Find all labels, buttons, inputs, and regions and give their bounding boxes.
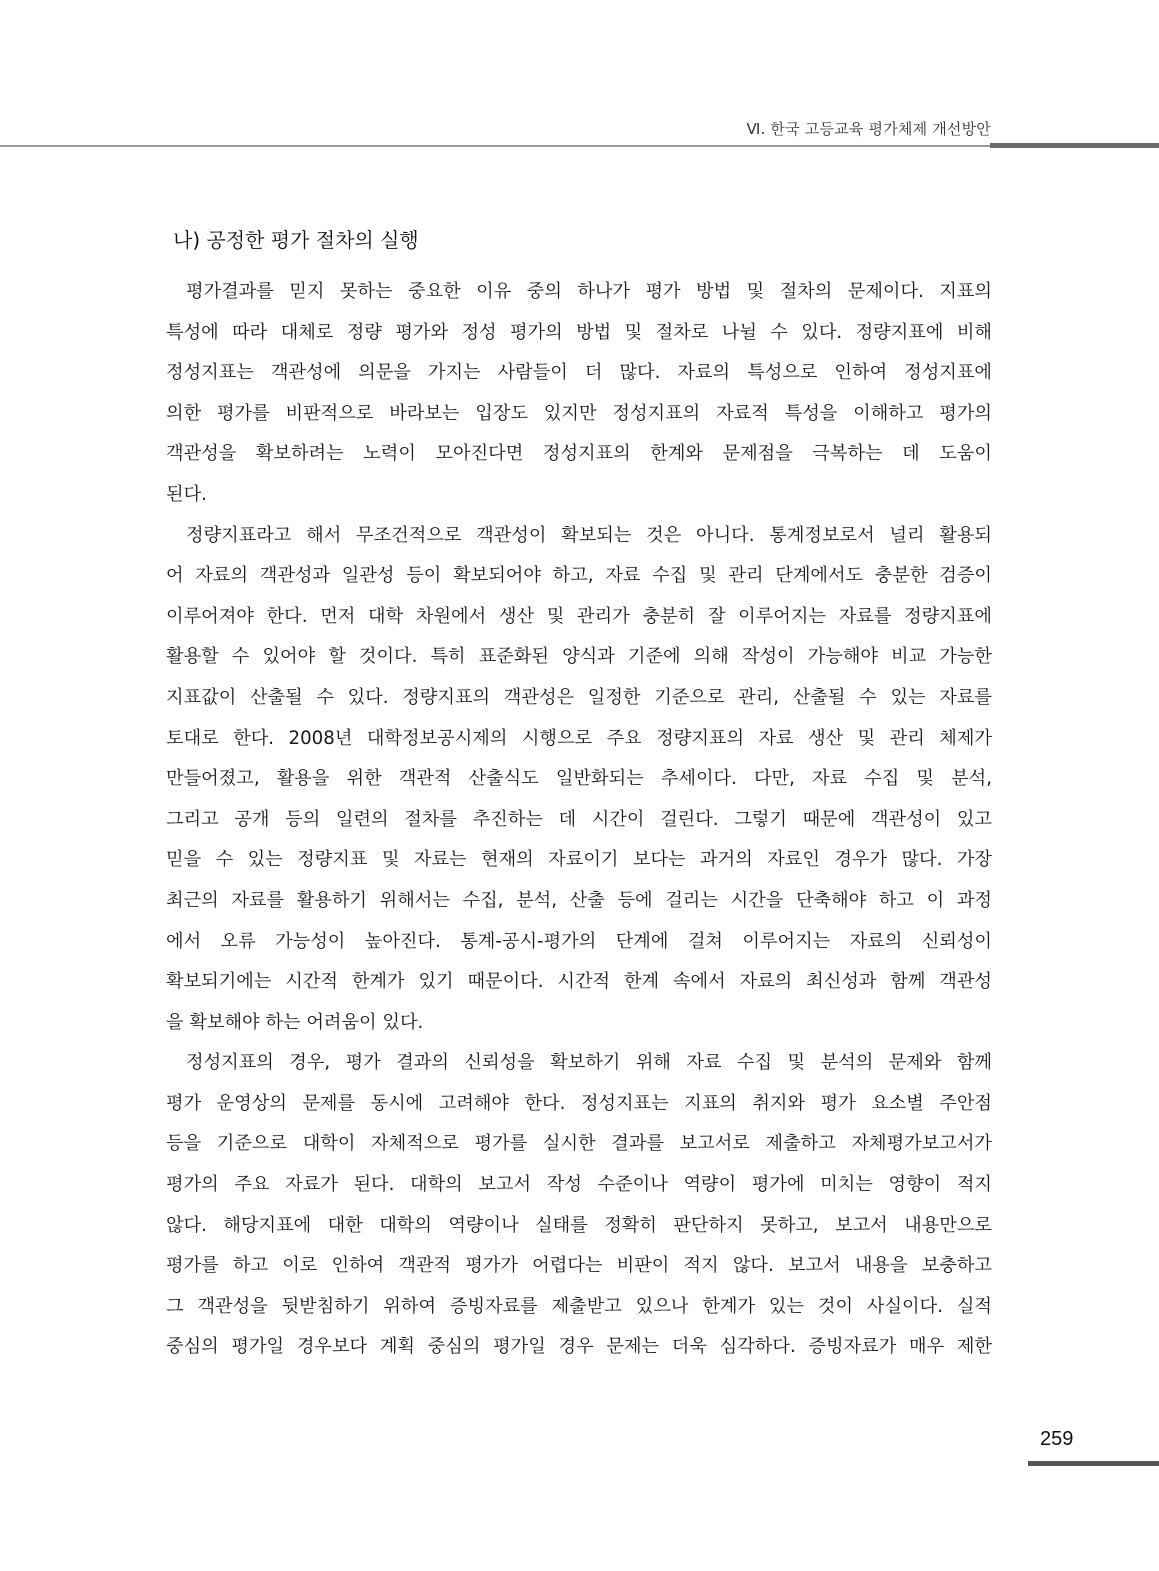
text-line: 평가결과를 믿지 못하는 중요한 이유 중의 하나가 평가 방법 및 절차의 문제이다. 지표의 (186, 281, 992, 302)
header-divider (0, 145, 1159, 147)
text-line: 특성에 따라 대체로 정량 평가와 정성 평가의 방법 및 절차로 나뉠 수 있다. 정량지표에 비해 (166, 321, 992, 343)
text-line: 그 객관성을 뒷받침하기 위하여 증빙자료를 제출받고 있으나 한계가 있는 것이 사실이다. 실적 (166, 1295, 992, 1317)
text-line: 토대로 한다. 2008년 대학정보공시제의 시행으로 주요 정량지표의 자료 생산 및 관리 체제가 (166, 727, 992, 749)
text-line: 의한 평가를 비판적으로 바라보는 입장도 있지만 정성지표의 자료적 특성을 이해하고 평가의 (166, 402, 992, 424)
text-line: 믿을 수 있는 정량지표 및 자료는 현재의 자료이기 보다는 과거의 자료인 경우가 많다. 가장 (166, 849, 992, 871)
text-line: 최근의 자료를 활용하기 위해서는 수집, 분석, 산출 등에 걸리는 시간을 단축해야 하고 이 과정 (166, 889, 992, 911)
footer-divider (1028, 1461, 1159, 1466)
header-divider-accent (990, 143, 1159, 148)
text-line: 정량지표라고 해서 무조건적으로 객관성이 확보되는 것은 아니다. 통계정보로서 널리 활용되 (186, 524, 992, 546)
page-number: 259 (1040, 1428, 1074, 1450)
text-line: 평가의 주요 자료가 된다. 대학의 보고서 작성 수준이나 역량이 평가에 미치는 영향이 적지 (166, 1174, 992, 1196)
text-line: 에서 오류 가능성이 높아진다. 통계-공시-평가의 단계에 걸쳐 이루어지는 자료의 신뢰성이 (166, 930, 992, 952)
running-header-title: Ⅵ. 한국 고등교육 평가체제 개선방안 (746, 120, 991, 138)
text-line: 평가 운영상의 문제를 동시에 고려해야 한다. 정성지표는 지표의 취지와 평가 요소별 주안점 (166, 1092, 992, 1114)
text-line: 등을 기준으로 대학이 자체적으로 평가를 실시한 결과를 보고서로 제출하고 자체평가보고서가 (166, 1133, 992, 1155)
text-line: 만들어졌고, 활용을 위한 객관적 산출식도 일반화되는 추세이다. 다만, 자료 수집 및 분석, (166, 768, 992, 790)
text-line: 된다. (166, 483, 207, 505)
text-line: 이루어져야 한다. 먼저 대학 차원에서 생산 및 관리가 충분히 잘 이루어지는 자료를 정량지표에 (166, 605, 992, 627)
text-line: 중심의 평가일 경우보다 계획 중심의 평가일 경우 문제는 더욱 심각하다. 증빙자료가 매우 제한 (166, 1336, 992, 1358)
text-line: 평가를 하고 이로 인하여 객관적 평가가 어렵다는 비판이 적지 않다. 보고서 내용을 보충하고 (166, 1255, 992, 1277)
body-text (166, 272, 992, 1368)
text-line: 않다. 해당지표에 대한 대학의 역량이나 실태를 정확히 판단하지 못하고, 보고서 내용만으로 (166, 1214, 992, 1236)
text-line: 지표값이 산출될 수 있다. 정량지표의 객관성은 일정한 기준으로 관리, 산출될 수 있는 자료를 (166, 686, 992, 708)
text-line: 정성지표의 경우, 평가 결과의 신뢰성을 확보하기 위해 자료 수집 및 분석의 문제와 함께 (186, 1052, 992, 1074)
text-line: 객관성을 확보하려는 노력이 모아진다면 정성지표의 한계와 문제점을 극복하는 데 도움이 (166, 443, 992, 465)
text-line: 을 확보해야 하는 어려움이 있다. (166, 1011, 424, 1033)
text-line: 활용할 수 있어야 할 것이다. 특히 표준화된 양식과 기준에 의해 작성이 가능해야 비교 가능한 (166, 646, 992, 668)
text-line: 정성지표는 객관성에 의문을 가지는 사람들이 더 많다. 자료의 특성으로 인하여 정성지표에 (166, 362, 992, 384)
text-line: 어 자료의 객관성과 일관성 등이 확보되어야 하고, 자료 수집 및 관리 단계에서도 충분한 검증이 (166, 565, 992, 587)
text-line: 확보되기에는 시간적 한계가 있기 때문이다. 시간적 한계 속에서 자료의 최신성과 함께 객관성 (166, 971, 992, 993)
section-heading: 나) 공정한 평가 절차의 실행 (173, 228, 419, 252)
text-line: 그리고 공개 등의 일련의 절차를 추진하는 데 시간이 걸린다. 그렇기 때문에 객관성이 있고 (166, 808, 992, 830)
